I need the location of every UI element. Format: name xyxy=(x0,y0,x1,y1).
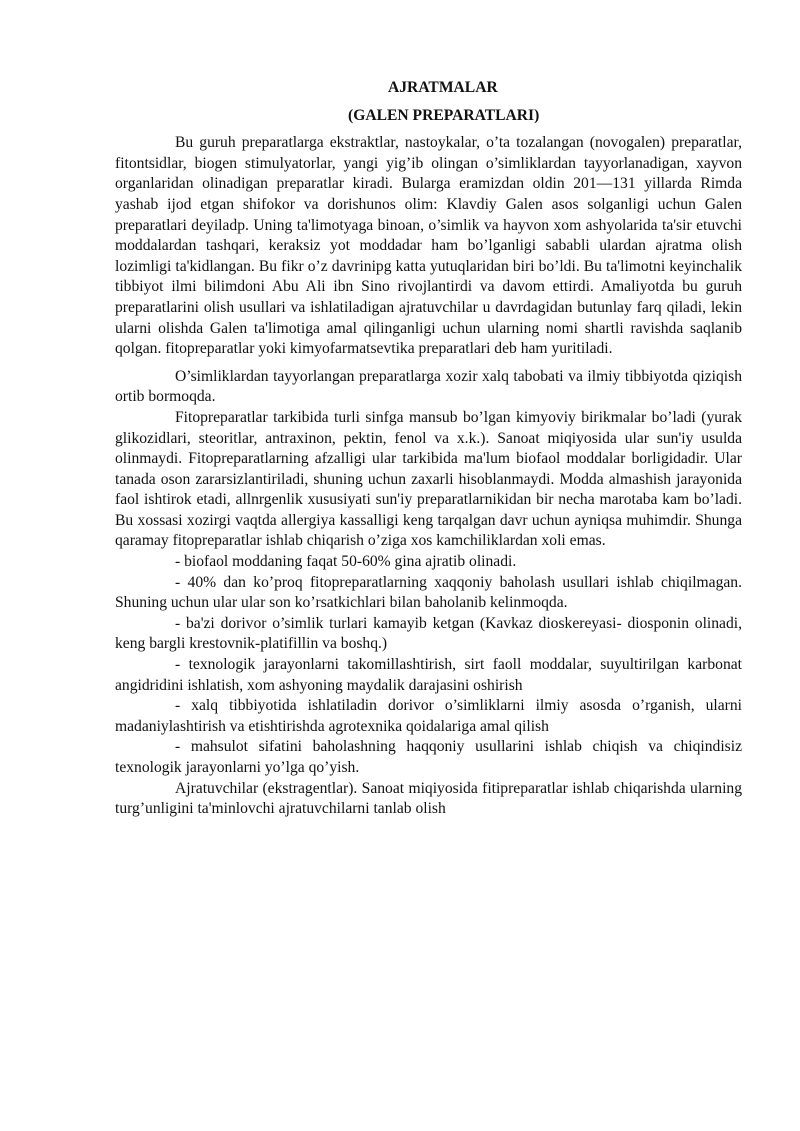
paragraph-extractants: Ajratuvchilar (ekstragentlar). Sanoat miqiyosida fitipreparatlar ishlab chiqarishda ularning turg’unligini ta'minlovchi ajratuvchilarni tanlab olish xyxy=(115,779,742,818)
paragraph-interest: O’simliklardan tayyorlangan preparatlarga xozir xalq tabobati va ilmiy tibbiyotda qiziqish ortib bormoqda. xyxy=(115,367,742,406)
paragraph-intro: Bu guruh preparatlarga ekstraktlar, nastoykalar, o’ta tozalangan (novogalen) preparatlar, fitontsidlar, biogen stimulyatorlar, yangi yig’ib olingan o’simliklardan tayyorlanadigan, xayvon organlaridan olinadigan preparatlar kiradi. Bularga eramizdan oldin 201—131 yillarda Rimda yashab ijod etgan shifokor va dorishunos olim: Klavdiy Galen asos solganligi uchun Galen preparatlari deyiladp. Uning ta'limotyaga binoan, o’simlik va hayvon xom ashyolarida ta'sir etuvchi moddalardan tashqari, keraksiz yot moddadar ham bo’lganligi sababli ulardan ajratma olish lozimligi ta'kidlangan. Bu fikr o’z davrinipg katta yutuqlaridan biri bo’ldi. Bu ta'limotni keyinchalik tibbiyot ilmi bilimdoni Abu Ali ibn Sino rivojlantirdi va davom ettirdi. Amaliyotda bu guruh preparatlarini olish usullari va ishlatiladigan ajratuvchilar u davrdagidan butunlay farq qiladi, lekin ularni olishda Galen ta'limotiga amal qilinganligi uchun ularning nomi shartli ravishda saqlanib qolgan. fitopreparatlar yoki kimyofarmatsevtika preparatlari deb ham yuritiladi. xyxy=(115,134,742,358)
list-item-yield: - biofaol moddaning faqat 50-60% gina ajratib olinadi. xyxy=(175,553,517,571)
document-body xyxy=(115,78,742,820)
list-item-folk-medicine: - xalq tibbiyotida ishlatiladin dorivor o’simliklarni ilmiy asosda o’rganish, ularni madaniylashtirish va etishtirishda agrotexnika qoidalariga amal qilish xyxy=(115,697,742,735)
paragraph-composition: Fitopreparatlar tarkibida turli sinfga mansub bo’lgan kimyoviy birikmalar bo’ladi (yurak glikozidlari, steoritlar, antraxinon, pektin, fenol va x.k.). Sanoat miqiyosida ular sun'iy usulda olinmaydi. Fitopreparatlarning afzalligi ular tarkibida ma'lum biofaol moddalar borligidadir. Ular tanada oson zararsizlantiriladi, shuning uchun zaxarli hisoblanmaydi. Modda almashish jarayonida faol ishtirok etadi, allnrgenlik xususiyati sun'iy preparatlarnikidan bir necha marotaba kam bo’ladi. Bu xossasi xozirgi vaqtda allergiya kassalligi keng tarqalgan davr uchun ayniqsa muhimdir. Shunga qaramay fitopreparatlar ishlab chiqarish o’ziga xos kamchiliklardan xoli emas. xyxy=(115,408,742,550)
list-item-evaluation: - 40% dan ko’proq fitopreparatlarning xaqqoniy baholash usullari ishlab chiqilmagan. Shuning uchun ular ular son ko’rsatkichlari bilan baholanib kelinmoqda. xyxy=(115,573,742,612)
document-subtitle: (GALEN PREPARATLARI) xyxy=(348,106,540,124)
list-item-technology: - texnologik jarayonlarni takomillashtirish, sirt faoll moddalar, suyultirilgan karbonat angidridini ishlatish, xom ashyoning maydalik darajasini oshirish xyxy=(115,656,742,694)
document-title: AJRATMALAR xyxy=(388,79,498,96)
list-item-species: - ba'zi dorivor o’simlik turlari kamayib ketgan (Kavkaz dioskereyasi- diosponin olinadi, keng bargli krestovnik-platifillin va boshq.) xyxy=(115,614,742,653)
list-item-quality: - mahsulot sifatini baholashning haqqoniy usullarini ishlab chiqish va chiqindisiz texnologik jarayonlarni yo’lga qo’yish. xyxy=(115,738,742,776)
